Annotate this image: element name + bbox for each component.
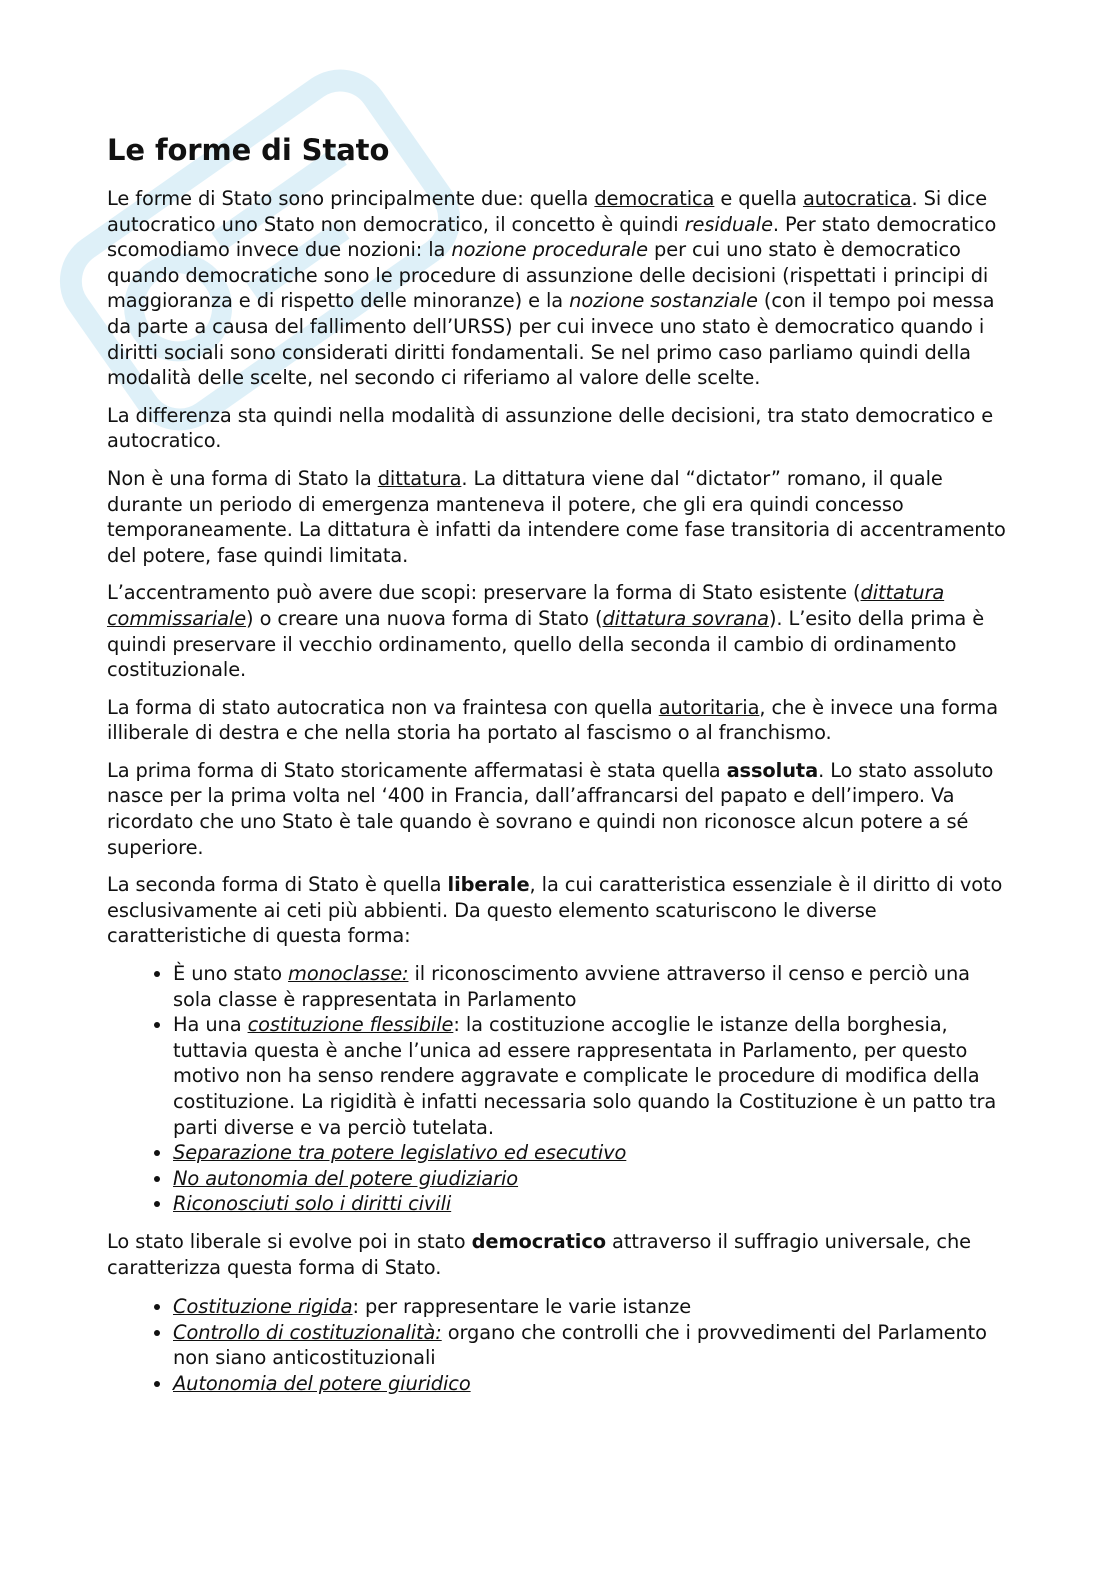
paragraph-autoritaria: La forma di stato autocratica non va fraintesa con quella autoritaria, che è invece una forma illiberale di destra e che nella storia ha portato al fascismo o al franchismo. [107,695,998,745]
paragraph-democratico: Lo stato liberale si evolve poi in stato democratico attraverso il suffragio universale, che caratterizza questa forma di Stato. [107,1229,971,1279]
list-item: • È uno stato monoclasse: il riconoscimento avviene attraverso il censo e perciò una sola classe è rappresentata in Parlamento [173,961,1007,1012]
paragraph-dittatura: Non è una forma di Stato la dittatura. La dittatura viene dal “dictator” romano, il quale durante un periodo di emergenza manteneva il potere, che gli era quindi concesso temporaneamente. La dittatura è infatti da intendere come fase transitoria di accentramento del potere, fase quindi limitata. [107,466,1006,567]
page-title: Le forme di Stato [107,133,390,167]
list-stato-democratico [107,1294,1007,1396]
list-item: • Costituzione rigida: per rappresentare le varie istanze [173,1294,1007,1320]
list-item: • Riconosciuti solo i diritti civili [173,1191,1007,1217]
list-stato-liberale [107,961,1007,1217]
paragraph-forme-stato: Le forme di Stato sono principalmente due: quella democratica e quella autocratica. Si dice autocratico uno Stato non democratico, il concetto è quindi residuale. Per stato democratico scomodiamo invece due nozioni: la nozione procedurale per cui uno stato è democratico quando democratiche sono le procedure di assunzione delle decisioni (rispettati i principi di maggioranza e di rispetto delle minoranze) e la nozione sostanziale (con il tempo poi messa da parte a causa del fallimento dell’URSS) per cui invece uno stato è democratico quando i diritti sociali sono considerati diritti fondamentali. Se nel primo caso parliamo quindi della modalità delle scelte, nel secondo ci riferiamo al valore delle scelte. [107,187,997,390]
paragraph-accentramento: L’accentramento può avere due scopi: preservare la forma di Stato esistente (dittatura commissariale) o creare una nuova forma di Stato (dittatura sovrana). L’esito della prima è quindi preservare il vecchio ordinamento, quello della seconda il cambio di ordinamento costituzionale. [107,581,985,682]
list-item: • Ha una costituzione flessibile: la costituzione accoglie le istanze della borghesia, tuttavia questa è anche l’unica ad essere rappresentata in Parlamento, per questo motivo non ha senso rendere aggravate e complicate le procedure di modifica della costituzione. La rigidità è infatti necessaria solo quando la Costituzione è un patto tra parti diverse e va perciò tutelata. [173,1012,1007,1140]
list-item: • Autonomia del potere giuridico [173,1371,1007,1397]
list-item: • Separazione tra potere legislativo ed esecutivo [173,1140,1007,1166]
list-item: • No autonomia del potere giudiziario [173,1166,1007,1192]
paragraph-differenza: La differenza sta quindi nella modalità di assunzione delle decisioni, tra stato democratico e autocratico. [107,403,994,453]
document-page [107,128,1007,1409]
paragraph-assoluta: La prima forma di Stato storicamente affermatasi è stata quella assoluta. Lo stato assoluto nasce per la prima volta nel ‘400 in Francia, dall’affrancarsi del papato e dell’impero. Va ricordato che uno Stato è tale quando è sovrano e quindi non riconosce alcun potere a sé superiore. [107,758,994,859]
paragraph-liberale: La seconda forma di Stato è quella liberale, la cui caratteristica essenziale è il diritto di voto esclusivamente ai ceti più abbienti. Da questo elemento scaturiscono le diverse caratteristiche di questa forma: [107,873,1003,948]
list-item: • Controllo di costituzionalità: organo che controlli che i provvedimenti del Parlamento non siano anticostituzionali [173,1320,1007,1371]
